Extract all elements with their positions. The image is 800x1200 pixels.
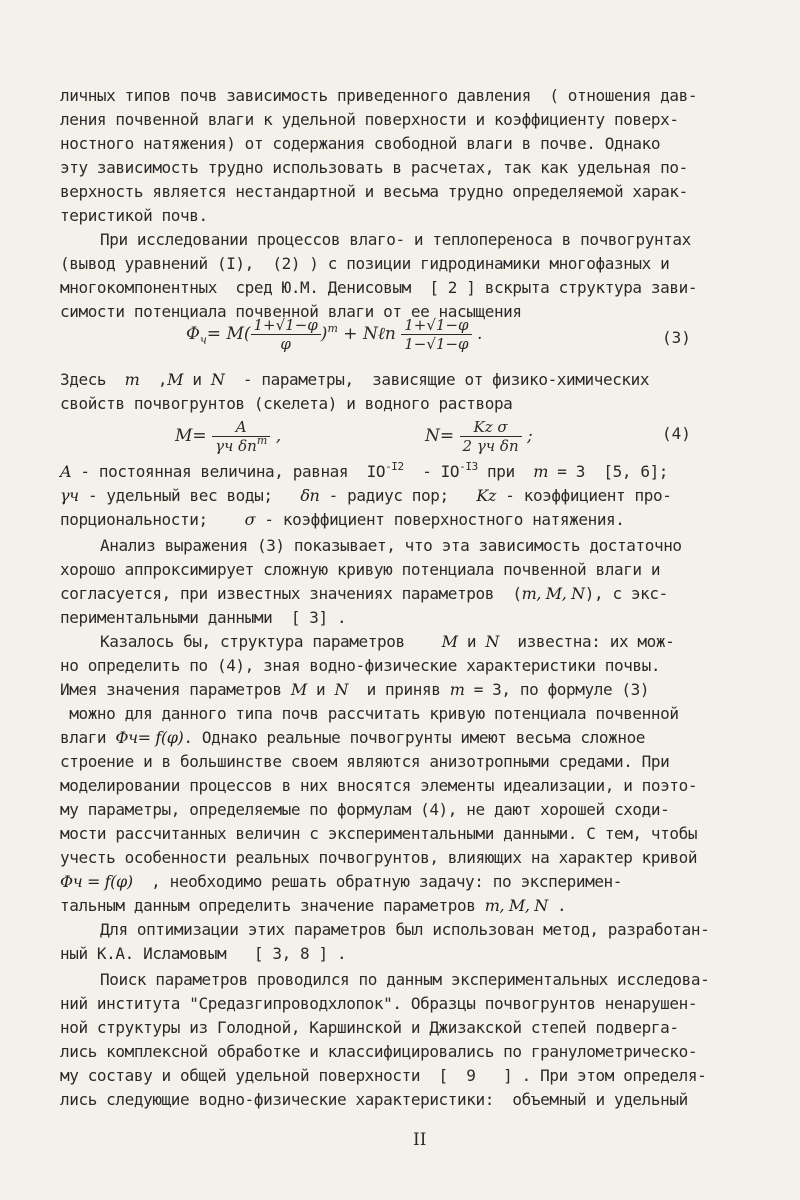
- fraction: $\frac{\text{Kz σ}}{\text{2 γч δn}}$: [460, 418, 522, 455]
- eq-symbol: M: [226, 324, 244, 344]
- equation-4-right: N= $\frac{\text{Kz σ}}{\text{2 γч δn}}$ ;: [425, 418, 533, 455]
- text-line: ний института "Средазгипроводхлопок". Образцы почвогрунтов ненарушен-: [60, 994, 698, 1013]
- text-line: лись следующие водно-физические характеристики: объемный и удельный: [60, 1090, 688, 1109]
- eq-symbol: =: [206, 324, 227, 344]
- text-line: Для оптимизации этих параметров был использован метод, разработан-: [100, 920, 710, 939]
- page-number: II: [413, 1130, 427, 1150]
- equation-4-left: M= $\frac{A}{\gamma ч \delta n^m}$ ,: [175, 418, 282, 455]
- text-line: мости рассчитанных величин с экспериментальными данными. С тем, чтобы: [60, 824, 698, 843]
- text-line: влаги Φч= f(φ). Однако реальные почвогрунты имеют весьма сложное: [60, 728, 646, 747]
- text-line: лись комплексной обработке и классифицировались по гранулометрическо-: [60, 1042, 698, 1061]
- text-line: можно для данного типа почв рассчитать кривую потенциала почвенной: [60, 704, 679, 723]
- text-line: личных типов почв зависимость приведенного давления ( отношения дав-: [60, 86, 698, 105]
- text-line: моделировании процессов в них вносятся элементы идеализации, и поэто-: [60, 776, 698, 795]
- text-line: Имея значения параметров M и N и приняв m = 3, по формуле (3): [60, 680, 650, 699]
- equation-number: (4): [662, 424, 691, 443]
- text-line: ностного натяжения) от содержания свободной влаги в почве. Однако: [60, 134, 661, 153]
- eq-symbol: ℓn: [377, 324, 396, 344]
- text-line: но определить по (4), зная водно-физические характеристики почвы.: [60, 656, 661, 675]
- text-line: Здесь m ,M и N - параметры, зависящие от физико-химических: [60, 370, 650, 389]
- text-line: эту зависимость трудно использовать в расчетах, так как удельная по-: [60, 158, 688, 177]
- fraction: $\frac{1+√1-\varphi}{1-√1-\varphi}$: [401, 316, 471, 353]
- text-line: согласуется, при известных значениях параметров (m, M, N), с экс-: [60, 584, 668, 603]
- fraction: $\frac{1+√1-\varphi}{\varphi}$: [251, 316, 321, 353]
- text-line: верхность является нестандартной и весьма трудно определяемой харак-: [60, 182, 688, 201]
- text-line: свойств почвогрунтов (скелета) и водного раствора: [60, 394, 513, 413]
- text-line: порциональности; σ - коэффициент поверхностного натяжения.: [60, 510, 625, 529]
- text-line: теристикой почв.: [60, 206, 208, 225]
- equation-number: (3): [662, 328, 691, 347]
- text-line: симости потенциала почвенной влаги от ее насыщения: [60, 302, 522, 321]
- fraction: $\frac{A}{\gamma ч \delta n^m}$: [212, 418, 270, 455]
- eq-symbol: .: [476, 324, 483, 344]
- eq-symbol: +: [343, 324, 358, 344]
- eq-symbol: ч: [199, 333, 207, 347]
- text-line: строение и в большинстве своем являются анизотропными средами. При: [60, 752, 670, 771]
- text-line: Φч = f(φ) , необходимо решать обратную задачу: по эксперимен-: [60, 872, 623, 891]
- text-line: тальным данным определить значение параметров m, M, N .: [60, 896, 567, 915]
- text-line: A - постоянная величина, равная $IO^{-I2} - IO^{-I3}$ при m = 3 [5, 6];: [60, 460, 669, 481]
- text-line: При исследовании процессов влаго- и теплопереноса в почвогрунтах: [100, 230, 691, 249]
- text-line: Казалось бы, структура параметров M и N известна: их мож-: [100, 632, 675, 651]
- text-line: Поиск параметров проводился по данным экспериментальных исследова-: [100, 970, 710, 989]
- text-line: хорошо аппроксимирует сложную кривую потенциала почвенной влаги и: [60, 560, 661, 579]
- equation-3: $\Phi_ч= M$( $\frac{1+√1-\varphi}{\varphi}$ )$^m$ + Nℓn $\frac{1+√1-\varphi}{1-√1-\varphi}$ .: [186, 316, 483, 353]
- eq-symbol: m: [327, 322, 338, 335]
- text-line: периментальными данными [ 3] .: [60, 608, 347, 627]
- text-line: (вывод уравнений (I), (2) ) с позиции гидродинамики многофазных и: [60, 254, 670, 273]
- eq-symbol: Φ: [186, 324, 200, 344]
- text-line: многокомпонентных сред Ю.М. Денисовым [ 2 ] вскрыта структура зави-: [60, 278, 698, 297]
- text-line: ления почвенной влаги к удельной поверхности и коэффициенту поверх-: [60, 110, 679, 129]
- text-line: учесть особенности реальных почвогрунтов, влияющих на характер кривой: [60, 848, 698, 867]
- eq-symbol: N: [362, 324, 378, 344]
- text-line: ной структуры из Голодной, Каршинской и Джизакской степей подверга-: [60, 1018, 679, 1037]
- text-line: му составу и общей удельной поверхности [ 9 ] . При этом определя-: [60, 1066, 707, 1085]
- text-line: Анализ выражения (3) показывает, что эта зависимость достаточно: [100, 536, 682, 555]
- text-line: ный К.А. Исламовым [ 3, 8 ] .: [60, 944, 347, 963]
- text-line: γч - удельный вес воды; δn - радиус пор; Kz - коэффициент про-: [60, 486, 672, 505]
- text-line: му параметры, определяемые по формулам (4), не дают хорошей сходи-: [60, 800, 670, 819]
